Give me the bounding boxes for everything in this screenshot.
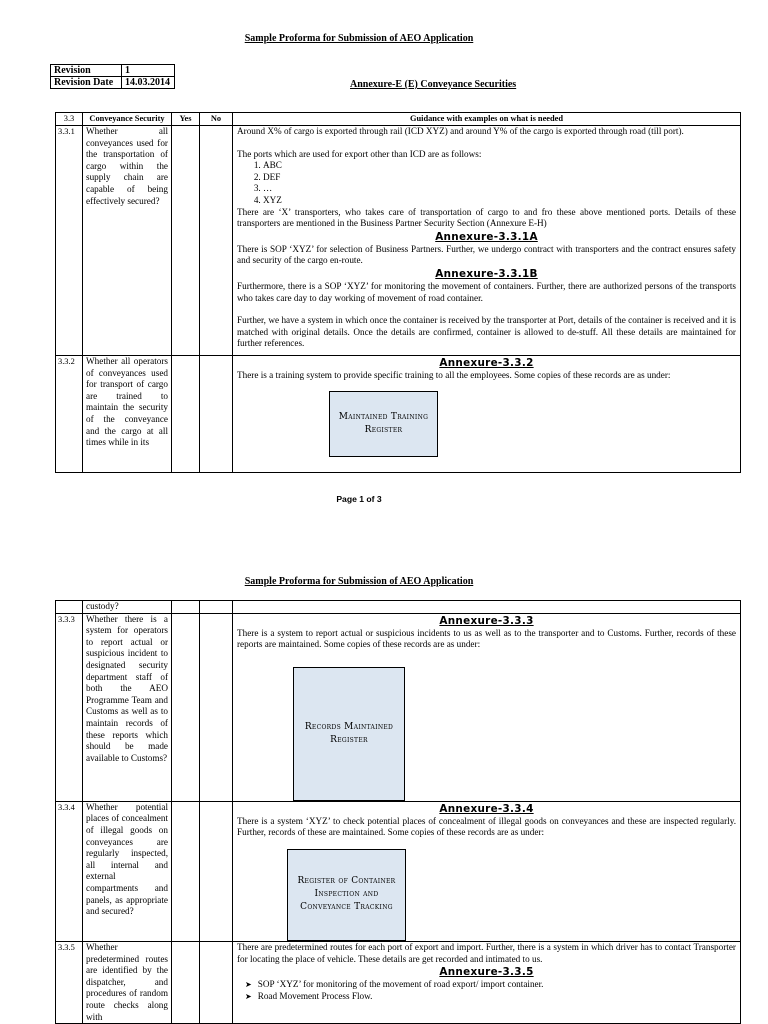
- table-row: [56, 941, 741, 1023]
- annexure-link-3-3-3[interactable]: Annexure-3.3.3: [439, 614, 534, 627]
- list-item: 3. …: [263, 183, 736, 195]
- no-cell: [200, 126, 233, 356]
- guidance-text: There are ‘X’ transporters, who takes care of transportation of cargo to and fro these above mentioned ports. Details of these transporters are mentioned in the Business Partner Security Section (Annexure E-H): [237, 206, 736, 229]
- row-guidance: [233, 601, 741, 614]
- row-num: 3.3.3: [56, 613, 83, 801]
- row-guidance: [233, 613, 741, 801]
- header-guidance: Guidance with examples on what is needed: [233, 113, 741, 126]
- inspection-register-stamp: Register of Container Inspection and Conveyance Tracking: [287, 849, 406, 941]
- table-row: [56, 601, 741, 614]
- no-cell: [200, 941, 233, 1023]
- annexure-link-3-3-4[interactable]: Annexure-3.3.4: [439, 802, 534, 815]
- page-number: Page 1 of 3: [336, 494, 382, 504]
- sop-bullet-list: [237, 979, 736, 1002]
- annexure-link-3-3-1a[interactable]: Annexure-3.3.1A: [435, 230, 538, 243]
- guidance-text: There are predetermined routes for each port of export and import. Further, there is a system in which driver has to contact Transporter for locating the place of vehicle. These details are get recorded and intimated to us.: [237, 941, 736, 964]
- conveyance-table-page2: [55, 600, 741, 1024]
- annexure-title: Annexure-E (E) Conveyance Securities: [350, 79, 517, 90]
- row-question: Whether all operators of conveyances used for transport of cargo are trained to maintain the security of the conveyance and the cargo at all times while in its: [83, 356, 172, 473]
- table-row: [56, 126, 741, 356]
- no-cell: [200, 801, 233, 941]
- annexure-link-3-3-1b[interactable]: Annexure-3.3.1B: [435, 267, 538, 280]
- page2-title: Sample Proforma for Submission of AEO Application: [244, 576, 474, 587]
- table-header-row: [56, 113, 741, 126]
- training-register-stamp: Maintained Training Register: [329, 391, 438, 457]
- no-cell: [200, 356, 233, 473]
- yes-cell: [172, 613, 200, 801]
- row-guidance: [233, 801, 741, 941]
- row-guidance: [233, 941, 741, 1023]
- list-item: 4. XYZ: [263, 195, 736, 207]
- list-item: ➤ Road Movement Process Flow.: [259, 991, 736, 1003]
- guidance-text: The ports which are used for export other than ICD are as follows:: [237, 148, 482, 159]
- conveyance-table-page1: [55, 112, 741, 473]
- yes-cell: [172, 941, 200, 1023]
- list-item: 2. DEF: [263, 172, 736, 184]
- row-question: Whether there is a system for operators to report actual or suspicious incident to designated security department staff of both the AEO Programme Team and Customs as well as to maintain records of these reports which should be made available to Customs?: [83, 613, 172, 801]
- guidance-text: Around X% of cargo is exported through rail (ICD XYZ) and around Y% of the cargo is exported through road (till port).: [237, 126, 684, 136]
- annexure-link-3-3-2[interactable]: Annexure-3.3.2: [439, 357, 534, 369]
- revision-table: [50, 64, 175, 89]
- row-question: Whether all conveyances used for the transportation of cargo within the supply chain are capable of being effectively secured?: [83, 126, 172, 356]
- row-num: 3.3.1: [56, 126, 83, 356]
- guidance-text: There is a system ‘XYZ’ to check potential places of concealment of illegal goods on conveyances and these are inspected regularly. Further, records of these are maintained. Some copies of these records are as under:: [237, 815, 736, 838]
- revision-label: Revision: [51, 65, 122, 77]
- table-row: [56, 356, 741, 473]
- yes-cell: [172, 356, 200, 473]
- guidance-text: There is a system to report actual or suspicious incidents to us as well as to the transporter and to Customs. Further, records of these reports are maintained. Some copies of these records are as under:: [237, 627, 736, 650]
- guidance-text: There is SOP ‘XYZ’ for selection of Business Partners. Further, we undergo contract with transporters and the contract ensures safety and security of the cargo en-route.: [237, 243, 736, 266]
- page1-title: Sample Proforma for Submission of AEO Application: [244, 33, 474, 44]
- row-num: 3.3.5: [56, 941, 83, 1023]
- list-item: ➤ SOP ‘XYZ’ for monitoring of the movement of road export/ import container.: [259, 979, 736, 991]
- row-num: 3.3.4: [56, 801, 83, 941]
- header-security: Conveyance Security: [83, 113, 172, 126]
- row-question: Whether predetermined routes are identified by the dispatcher, and procedures of random route checks along with: [83, 941, 172, 1023]
- header-yes: Yes: [172, 113, 200, 126]
- header-no: No: [200, 113, 233, 126]
- row-question: Whether potential places of concealment of illegal goods on conveyances are regularly inspected, all internal and external compartments and panels, as appropriate and secured?: [83, 801, 172, 941]
- header-num: 3.3: [56, 113, 83, 126]
- yes-cell: [172, 126, 200, 356]
- guidance-text: Furthermore, there is a SOP ‘XYZ’ for monitoring the movement of containers. Further, there are authorized persons of the transports who takes care day to day working of movement of road container.: [237, 280, 736, 303]
- ports-list: [237, 160, 736, 206]
- no-cell: [200, 613, 233, 801]
- yes-cell: [172, 601, 200, 614]
- no-cell: [200, 601, 233, 614]
- revision-value: 1: [122, 65, 175, 77]
- row-question: custody?: [83, 601, 172, 614]
- guidance-text: Further, we have a system in which once the container is received by the transporter at Port, details of the container is received and it is matched with original details. Once the details are confirmed, container is allowed to de-stuff. All these details are maintained for further references.: [237, 315, 736, 349]
- annexure-link-3-3-5[interactable]: Annexure-3.3.5: [439, 966, 534, 979]
- records-register-stamp: Records Maintained Register: [293, 667, 405, 801]
- row-guidance: [233, 356, 741, 473]
- row-num: [56, 601, 83, 614]
- revision-date-value: 14.03.2014: [122, 77, 175, 89]
- table-row: [56, 801, 741, 941]
- table-row: [56, 613, 741, 801]
- yes-cell: [172, 801, 200, 941]
- row-num: 3.3.2: [56, 356, 83, 473]
- revision-date-label: Revision Date: [51, 77, 122, 89]
- row-guidance: [233, 126, 741, 356]
- guidance-text: There is a training system to provide specific training to all the employees. Some copies of these records are as under:: [237, 370, 671, 380]
- list-item: 1. ABC: [263, 160, 736, 172]
